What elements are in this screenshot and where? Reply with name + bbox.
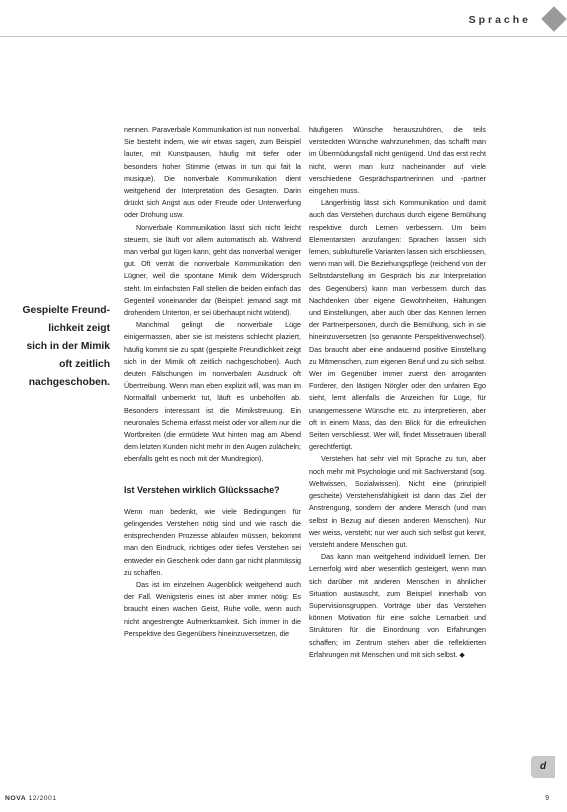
body-paragraph: nennen. Paraverbale Kommunikation ist nun nonverbal. Sie besteht indem, wie wir etwas sagen, zum Beispiel lauter, mit Kunstpausen, häufig mit tiefer oder besonders hoher Stimme (etwas in tun qui fait la musique). Die nonverbale Kommunikation dient weitgehend der Interpretation des Gesagten. Darin drückt sich Angst aus oder Freude oder Unterwerfung oder Drohung usw. <box>124 126 301 220</box>
pull-quote-line: sich in der Mimik <box>26 340 110 352</box>
pull-quote-line: nachgeschoben. <box>28 376 110 388</box>
top-rule <box>0 36 567 37</box>
pull-quote-line: lichkeit zeigt <box>48 322 110 334</box>
body-paragraph: Längerfristig lässt sich Kommunikation und damit auch das Verstehen durchaus durch eigene Bemühung respektive durch Lernen verbessern. Um beim Elementarsten anzufangen: Sprachen lassen sich lernen, subkulturelle Varianten lassen sich erschliessen, wenn man will. Die Beziehungspflege (reichend von der Selbstdarstellung im Gespräch bis zur Interpretation des Gegenübers) kann man verbessern durch das Nachdenken über eigene Gewohnheiten, Haltungen und Einstellungen, aber auch über das Kennen lernen der Partnerpersonen, durch die Bemühung, sich in sie hineinzuversetzen (so genannte Perspektivenwechsel). Das braucht aber eine andauernd positive Einstellung zu Mitmenschen, zum eigenen Beruf und zu sich selbst. Wer im Gegenüber immer zuerst den arroganten Forderer, den lästigen Nörgler oder den unfairen Ego sieht, lernt allenfalls die Anzeichen für Lüge, für unangemessene Wünsche etc. zu interpretieren, aber oft in einem Mass, das den Blick für die erfreulichen Seiten verschliesst. Wer will, findet Missetrauen überall gerechtfertigt. <box>309 199 486 452</box>
issue-number: 12/2001 <box>28 795 57 802</box>
body-paragraph: Das kann man weitgehend individuell lernen. Der Lernerfolg wird aber wesentlich gesteigert, wenn man sich darüber mit anderen Menschen in ähnlicher Situation austauscht, zum Beispiel innerhalb von Supervisionsgruppen. Vorträge über das Verstehen können Motivation für eine solche Lernarbeit und Strukturen für die Einordnung von Erfahrungen schaffen; im Zentrum stehen aber die reflektierten Erfahrungen mit Menschen und mit sich selbst. ◆ <box>309 553 486 659</box>
subheading: Ist Verstehen wirklich Glückssache? <box>124 484 280 495</box>
body-paragraph: Nonverbale Kommunikation lässt sich nicht leicht steuern, sie läuft vor allem automatisch ab. Während man verbal gut lügen kann, geht das nonverbal weniger gut. Oft verrät die nonverbale Kommunikation den Lügner, weil die spontane Mimik dem Widerspruch steht. Im einfachsten Fall stellen die beiden einfach das Gegenteil voneinander dar (Beispiel: jemand sagt mit drohendem Unterton, er sei überhaupt nicht wütend). <box>124 223 301 318</box>
pull-quote <box>6 302 110 392</box>
text-column-right <box>309 124 486 661</box>
body-paragraph: Wenn man bedenkt, wie viele Bedingungen für gelingendes Verstehen nötig sind und wie rasch die entsprechenden Prozesse ablaufen müssen, bekommt man den Eindruck, richtiges oder tiefes Verstehen sei entweder ein Geschenk oder dann gar nicht planmässig zu schaffen. <box>124 507 301 577</box>
footer-magazine <box>5 795 57 802</box>
body-paragraph: Das ist im einzelnen Augenblick weitgehend auch der Fall. Wenigstens eines ist aber immer nötig: Es braucht einen wachen Geist, Ruhe volle, wenn auch nicht angestrengte Aufmerksamkeit. Sich immer in die Perspektive des Gegenübers hineinzuversetzen, die <box>124 580 301 638</box>
magazine-name: NOVA <box>5 795 27 802</box>
body-paragraph: Manchmal gelingt die nonverbale Lüge einigermassen, aber sie ist meistens schlecht plaziert, häufig kommt sie zu spät (gespielte Freundlichkeit zeigt sich in der Mimik oft zeitlich nachgeschoben). Auch deuten Fälschungen im nonverbalen Ausdruck oft Übertreibung. Wenn man eben explizit will, was man im Normalfall unbemerkt tut, läuft es unbeholfen ab. Besonders interessant ist die Mimikstreuung. Ein neuronales Schema erfasst meist oder vor allem nur die Wortbreiten (die ermüdete Wut hinten mag am Abend dem letzten Kunden nicht mehr in den Augen zulächeln; ebenfalls geht es noch mit der Mundregion). <box>124 321 302 464</box>
pull-quote-line: Gespielte Freund- <box>22 305 110 316</box>
body-paragraph: Verstehen hat sehr viel mit Sprache zu tun, aber noch mehr mit Psychologie und mit Sachverstand (sog. Weltwissen, Sozialwissen). Nicht eine (prinzipiell gescheite) Verstehensfähigkeit ist dann das Ziel der Anstrengung, sondern der andere Mensch (und man selbst in Bezug auf diesen anderen Menschen). Nur wer weiss, versteht; nur wer auch sich selbst gut kennt, versteht andere Menschen gut. <box>309 455 486 549</box>
pull-quote-line: oft zeitlich <box>59 358 110 370</box>
text-column-left <box>124 124 301 640</box>
body-paragraph: häufigeren Wünsche herauszuhören, die teils versteckten Wünsche wahrzunehmen, das schafft man im Übermüdungsfall nicht genügend. Und das erst recht nicht, wenn man kurz nacheinander auf viele verschiedene Gesprächspartnerinnen und -partner eingehen muss. <box>309 126 486 196</box>
corner-section-mark: d <box>531 756 555 778</box>
page-number: 9 <box>545 795 549 802</box>
diamond-icon <box>541 6 566 31</box>
section-label: Sprache <box>468 14 531 26</box>
